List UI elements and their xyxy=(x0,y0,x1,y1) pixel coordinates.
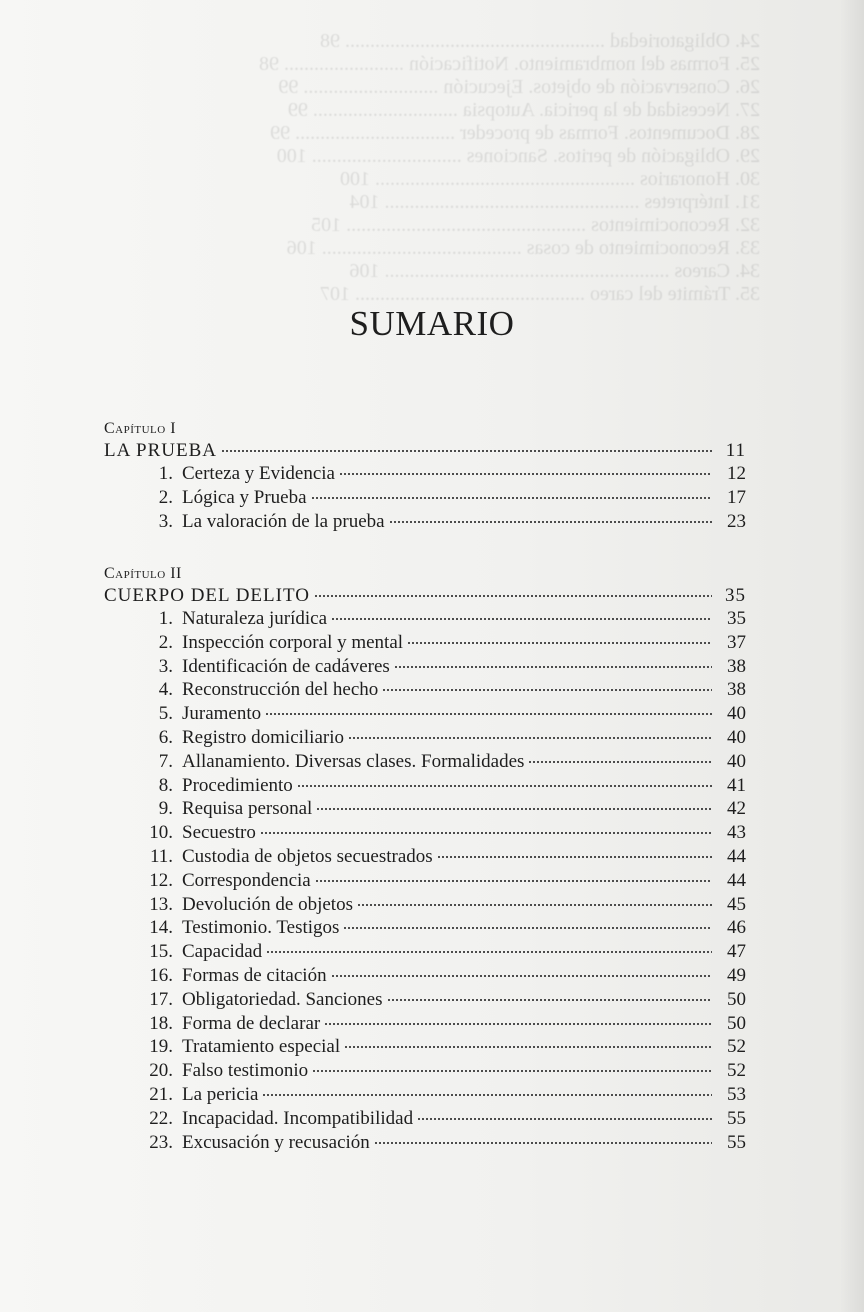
toc-entry xyxy=(104,487,746,510)
dot-leader xyxy=(387,998,712,1002)
toc-entry xyxy=(104,798,746,821)
entry-title: Requisa personal xyxy=(182,798,313,820)
entry-title: Tratamiento especial xyxy=(182,1036,341,1058)
entry-title: Forma de declarar xyxy=(182,1012,321,1034)
page-number: 42 xyxy=(727,798,746,820)
dot-leader xyxy=(407,641,712,645)
page-number: 44 xyxy=(727,869,746,891)
page-number: 12 xyxy=(727,463,746,484)
entry-number: 15. xyxy=(149,941,173,963)
entry-number: 23. xyxy=(149,1131,173,1153)
page-number: 38 xyxy=(727,655,746,677)
dot-leader xyxy=(417,1117,712,1121)
toc-entry xyxy=(104,822,746,845)
entry-title: Identificación de cadáveres xyxy=(182,655,390,677)
entry-number: 12. xyxy=(149,869,173,891)
entry-title: Falso testimonio xyxy=(182,1060,309,1082)
entry-title: Testimonio. Testigos xyxy=(182,917,340,939)
dot-leader xyxy=(311,496,712,500)
toc-entry xyxy=(104,870,746,893)
entry-number: 10. xyxy=(149,822,173,844)
entry-title: Formas de citación xyxy=(182,965,327,986)
dot-leader xyxy=(324,1022,712,1026)
entry-number: 22. xyxy=(149,1107,173,1129)
dot-leader xyxy=(528,760,712,764)
chapter-heading-text: CUERPO DEL DELITO xyxy=(104,585,310,606)
dot-leader xyxy=(331,974,712,978)
entry-title: Excusación y recusación xyxy=(182,1131,370,1153)
toc-entry xyxy=(104,608,746,631)
dot-leader xyxy=(382,688,712,692)
entry-number: 2. xyxy=(158,631,173,653)
entry-title: Inspección corporal y mental xyxy=(182,631,404,653)
entry-title: Certeza y Evidencia xyxy=(182,463,335,484)
entry-title: Reconstrucción del hecho xyxy=(182,679,379,701)
toc-entry xyxy=(104,941,746,964)
toc-chapter-heading xyxy=(104,585,746,608)
page-number: 43 xyxy=(727,822,746,844)
toc-entry xyxy=(104,1060,746,1083)
page-title: SUMARIO xyxy=(349,304,515,343)
entry-title: Naturaleza jurídica xyxy=(182,608,328,629)
toc-entry xyxy=(104,703,746,726)
toc-entry xyxy=(104,632,746,655)
entry-title: Custodia de objetos secuestrados xyxy=(182,846,433,867)
dot-leader xyxy=(260,831,712,835)
entry-title: Obligatoriedad. Sanciones xyxy=(182,988,383,1010)
dot-leader xyxy=(394,665,712,669)
page-number: 50 xyxy=(727,988,746,1010)
toc-entry xyxy=(104,775,746,798)
entry-number: 20. xyxy=(149,1060,173,1082)
toc-entry xyxy=(104,511,746,534)
toc-entry xyxy=(104,1108,746,1131)
toc-entry xyxy=(104,1013,746,1036)
page-number: 46 xyxy=(727,917,746,939)
dot-leader xyxy=(348,736,712,740)
entry-number: 1. xyxy=(158,463,173,484)
page-number: 37 xyxy=(727,631,746,653)
toc-entry xyxy=(104,727,746,750)
page-number: 40 xyxy=(727,703,746,725)
toc-entry xyxy=(104,463,746,486)
toc-entry xyxy=(104,989,746,1012)
entry-title: Lógica y Prueba xyxy=(182,486,307,508)
entry-number: 5. xyxy=(158,703,173,725)
toc-entry xyxy=(104,917,746,940)
entry-title: Correspondencia xyxy=(182,869,311,891)
chapter-label: Capítulo I xyxy=(104,420,177,437)
entry-number: 13. xyxy=(149,893,173,915)
entry-number: 9. xyxy=(158,798,173,820)
entry-number: 16. xyxy=(149,965,173,986)
entry-number: 3. xyxy=(158,510,173,532)
page-number: 50 xyxy=(727,1012,746,1034)
entry-number: 1. xyxy=(158,608,173,629)
toc-entry xyxy=(104,1084,746,1107)
page-number: 40 xyxy=(727,750,746,772)
page-number: 55 xyxy=(727,1131,746,1153)
entry-number: 8. xyxy=(158,774,173,796)
entry-title: Capacidad xyxy=(182,941,263,963)
toc-entry xyxy=(104,656,746,679)
entry-number: 21. xyxy=(149,1084,173,1105)
entry-title: Procedimiento xyxy=(182,774,293,796)
page-number: 53 xyxy=(727,1084,746,1105)
dot-leader xyxy=(339,472,712,476)
entry-number: 3. xyxy=(158,655,173,677)
entry-title: Incapacidad. Incompatibilidad xyxy=(182,1107,414,1129)
dot-leader xyxy=(297,784,712,788)
entry-title: Secuestro xyxy=(182,822,256,844)
entry-title: La valoración de la prueba xyxy=(182,510,385,532)
dot-leader xyxy=(389,520,712,524)
toc-entry xyxy=(104,846,746,869)
toc-entry xyxy=(104,751,746,774)
dot-leader xyxy=(312,1069,712,1073)
page-number: 41 xyxy=(727,774,746,796)
entry-title: Allanamiento. Diversas clases. Formalidades xyxy=(182,750,525,772)
entry-number: 17. xyxy=(149,988,173,1010)
toc-entry xyxy=(104,1132,746,1155)
entry-number: 11. xyxy=(149,846,173,867)
toc-chapter-heading xyxy=(104,440,746,463)
dot-leader xyxy=(314,594,712,598)
page-number: 17 xyxy=(727,486,746,508)
dot-leader xyxy=(357,903,712,907)
entry-number: 6. xyxy=(158,727,173,748)
page-number: 23 xyxy=(727,510,746,532)
page-number: 38 xyxy=(727,679,746,701)
dot-leader xyxy=(315,879,712,883)
entry-title: Registro domiciliario xyxy=(182,727,345,748)
dot-leader xyxy=(343,926,712,930)
page-number: 40 xyxy=(727,727,746,748)
entry-number: 7. xyxy=(158,750,173,772)
page-number: 35 xyxy=(727,608,746,629)
dot-leader xyxy=(374,1141,712,1145)
page-number: 47 xyxy=(727,941,746,963)
dot-leader xyxy=(331,617,712,621)
page-edge-shadow xyxy=(840,0,864,1312)
page-number: 52 xyxy=(727,1060,746,1082)
toc-entry xyxy=(104,965,746,988)
page-number: 11 xyxy=(725,440,746,461)
dot-leader xyxy=(262,1093,712,1097)
page-number: 35 xyxy=(725,585,746,606)
toc-entry xyxy=(104,1036,746,1059)
chapter-label: Capítulo II xyxy=(104,565,182,582)
entry-number: 19. xyxy=(149,1036,173,1058)
entry-title: Juramento xyxy=(182,703,262,725)
entry-number: 18. xyxy=(149,1012,173,1034)
dot-leader xyxy=(266,950,712,954)
page-number: 52 xyxy=(727,1036,746,1058)
page-number: 45 xyxy=(727,893,746,915)
page-number: 49 xyxy=(727,965,746,986)
entry-title: La pericia xyxy=(182,1084,259,1105)
dot-leader xyxy=(344,1045,712,1049)
toc-entry xyxy=(104,894,746,917)
entry-title: Devolución de objetos xyxy=(182,893,353,915)
toc-entry xyxy=(104,679,746,702)
entry-number: 2. xyxy=(158,486,173,508)
dot-leader xyxy=(265,712,712,716)
page-number: 44 xyxy=(727,846,746,867)
dot-leader xyxy=(437,855,712,859)
entry-number: 14. xyxy=(149,917,173,939)
page-number: 55 xyxy=(727,1107,746,1129)
entry-number: 4. xyxy=(158,679,173,701)
bleed-through-text: 24. Obligatoriedad .................................................... 98 25. Formas del nombramiento. Notificación ........................ 98 26. Conservación de objetos. Ejecución ........................... 99 27. Necesidad de la pericia. Autopsia ............................. 99 28. Documentos. Formas de proceder ................................ 99 29. Obligación de peritos. Sanciones .............................. 100 30. Honorarios .................................................... 100 31. Intérpretes ................................................... 104 32. Reconocimientos ................................................ 105 33. Reconocimiento de cosas ........................................ 106 34. Careos ......................................................... 106 35. Trámite del careo .............................................. 107 xyxy=(258,30,760,305)
dot-leader xyxy=(221,449,712,453)
chapter-heading-text: LA PRUEBA xyxy=(104,440,217,461)
dot-leader xyxy=(316,807,712,811)
